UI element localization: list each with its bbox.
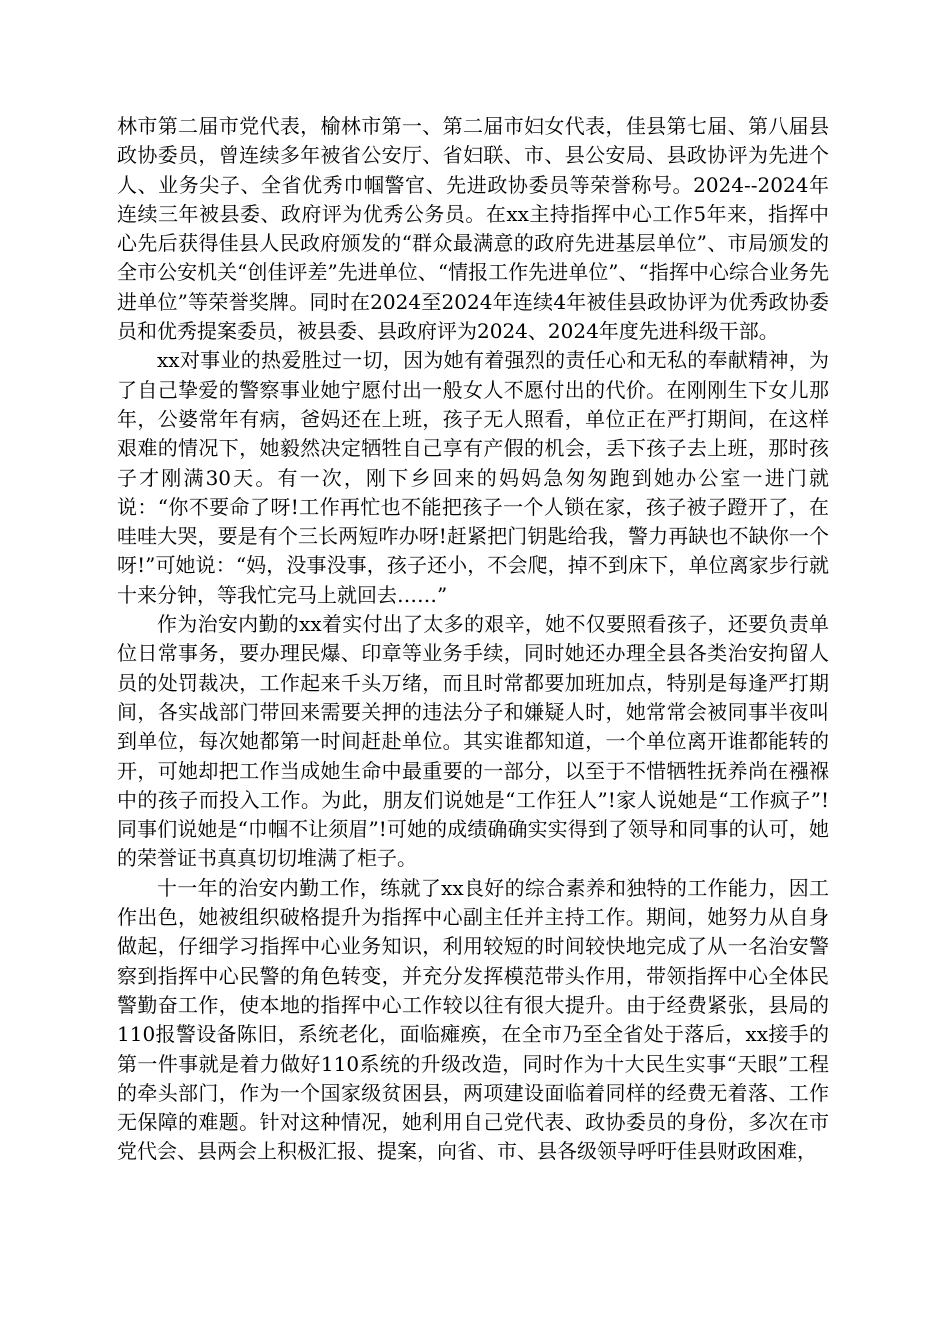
paragraph-3: 作为治安内勤的xx着实付出了太多的艰辛，她不仅要照看孩子，还要负责单位日常事务，要办理民爆、印章等业务手续，同时她还办理全县各类治安拘留人员的处罚裁决，工作起来千头万绪，而且时常都要加班加点，特别是每逢严打期间，各实战部门带回来需要关押的违法分子和嫌疑人时，她常常会被同事半夜叫到单位，每次她都第一时间赶赴单位。其实谁都知道，一个单位离开谁都能转的开，可她却把工作当成她生命中最重要的一部分，以至于不惜牺牲抚养尚在襁褓中的孩子而投入工作。为此，朋友们说她是“工作狂人”!家人说她是“工作疯子”!同事们说她是“巾帼不让须眉”!可她的成绩确确实实得到了领导和同事的认可，她的荣誉证书真真切切堆满了柜子。 <box>117 612 829 871</box>
paragraph-1: 林市第二届市党代表，榆林市第一、第二届市妇女代表，佳县第七届、第八届县政协委员，曾连续多年被省公安厅、省妇联、市、县公安局、县政协评为先进个人、业务尖子、全省优秀巾帼警官、先进政协委员等荣誉称号。2024--2024年连续三年被县委、政府评为优秀公务员。在xx主持指挥中心工作5年来，指挥中心先后获得佳县人民政府颁发的“群众最满意的政府先进基层单位”、市局颁发的全市公安机关“创佳评差”先进单位、“情报工作先进单位”、“指挥中心综合业务先进单位”等荣誉奖牌。同时在2024至2024年连续4年被佳县政协评为优秀政协委员和优秀提案委员，被县委、县政府评为2024、2024年度先进科级干部。 <box>117 114 829 344</box>
paragraph-4: 十一年的治安内勤工作，练就了xx良好的综合素养和独特的工作能力，因工作出色，她被组织破格提升为指挥中心副主任并主持工作。期间，她努力从自身做起，仔细学习指挥中心业务知识，利用较短的时间较快地完成了从一名治安警察到指挥中心民警的角色转变，并充分发挥模范带头作用，带领指挥中心全体民警勤奋工作，使本地的指挥中心工作较以往有很大提升。由于经费紧张，县局的110报警设备陈旧，系统老化，面临瘫痪，在全市乃至全省处于落后，xx接手的第一件事就是着力做好110系统的升级改造，同时作为十大民生实事“天眼”工程的牵头部门，作为一个国家级贫困县，两项建设面临着同样的经费无着落、工作无保障的难题。针对这种情况，她利用自己党代表、政协委员的身份，多次在市党代会、县两会上积极汇报、提案，向省、市、县各级领导呼吁佳县财政困难， <box>117 875 829 1164</box>
document-page <box>117 112 829 1167</box>
paragraph-2: xx对事业的热爱胜过一切，因为她有着强烈的责任心和无私的奉献精神，为了自己挚爱的警察事业她宁愿付出一般女人不愿付出的代价。在刚刚生下女儿那年，公婆常年有病，爸妈还在上班，孩子无人照看，单位正在严打期间，在这样艰难的情况下，她毅然决定牺牲自己享有产假的机会，丢下孩子去上班，那时孩子才刚满30天。有一次，刚下乡回来的妈妈急匆匆跑到她办公室一进门就说：“你不要命了呀!工作再忙也不能把孩子一个人锁在家，孩子被子蹬开了，在哇哇大哭，要是有个三长两短咋办呀!赶紧把门钥匙给我，警力再缺也不缺你一个呀!”可她说：“妈，没事没事，孩子还小，不会爬，掉不到床下，单位离家步行就十来分钟，等我忙完马上就回去……” <box>117 348 829 607</box>
